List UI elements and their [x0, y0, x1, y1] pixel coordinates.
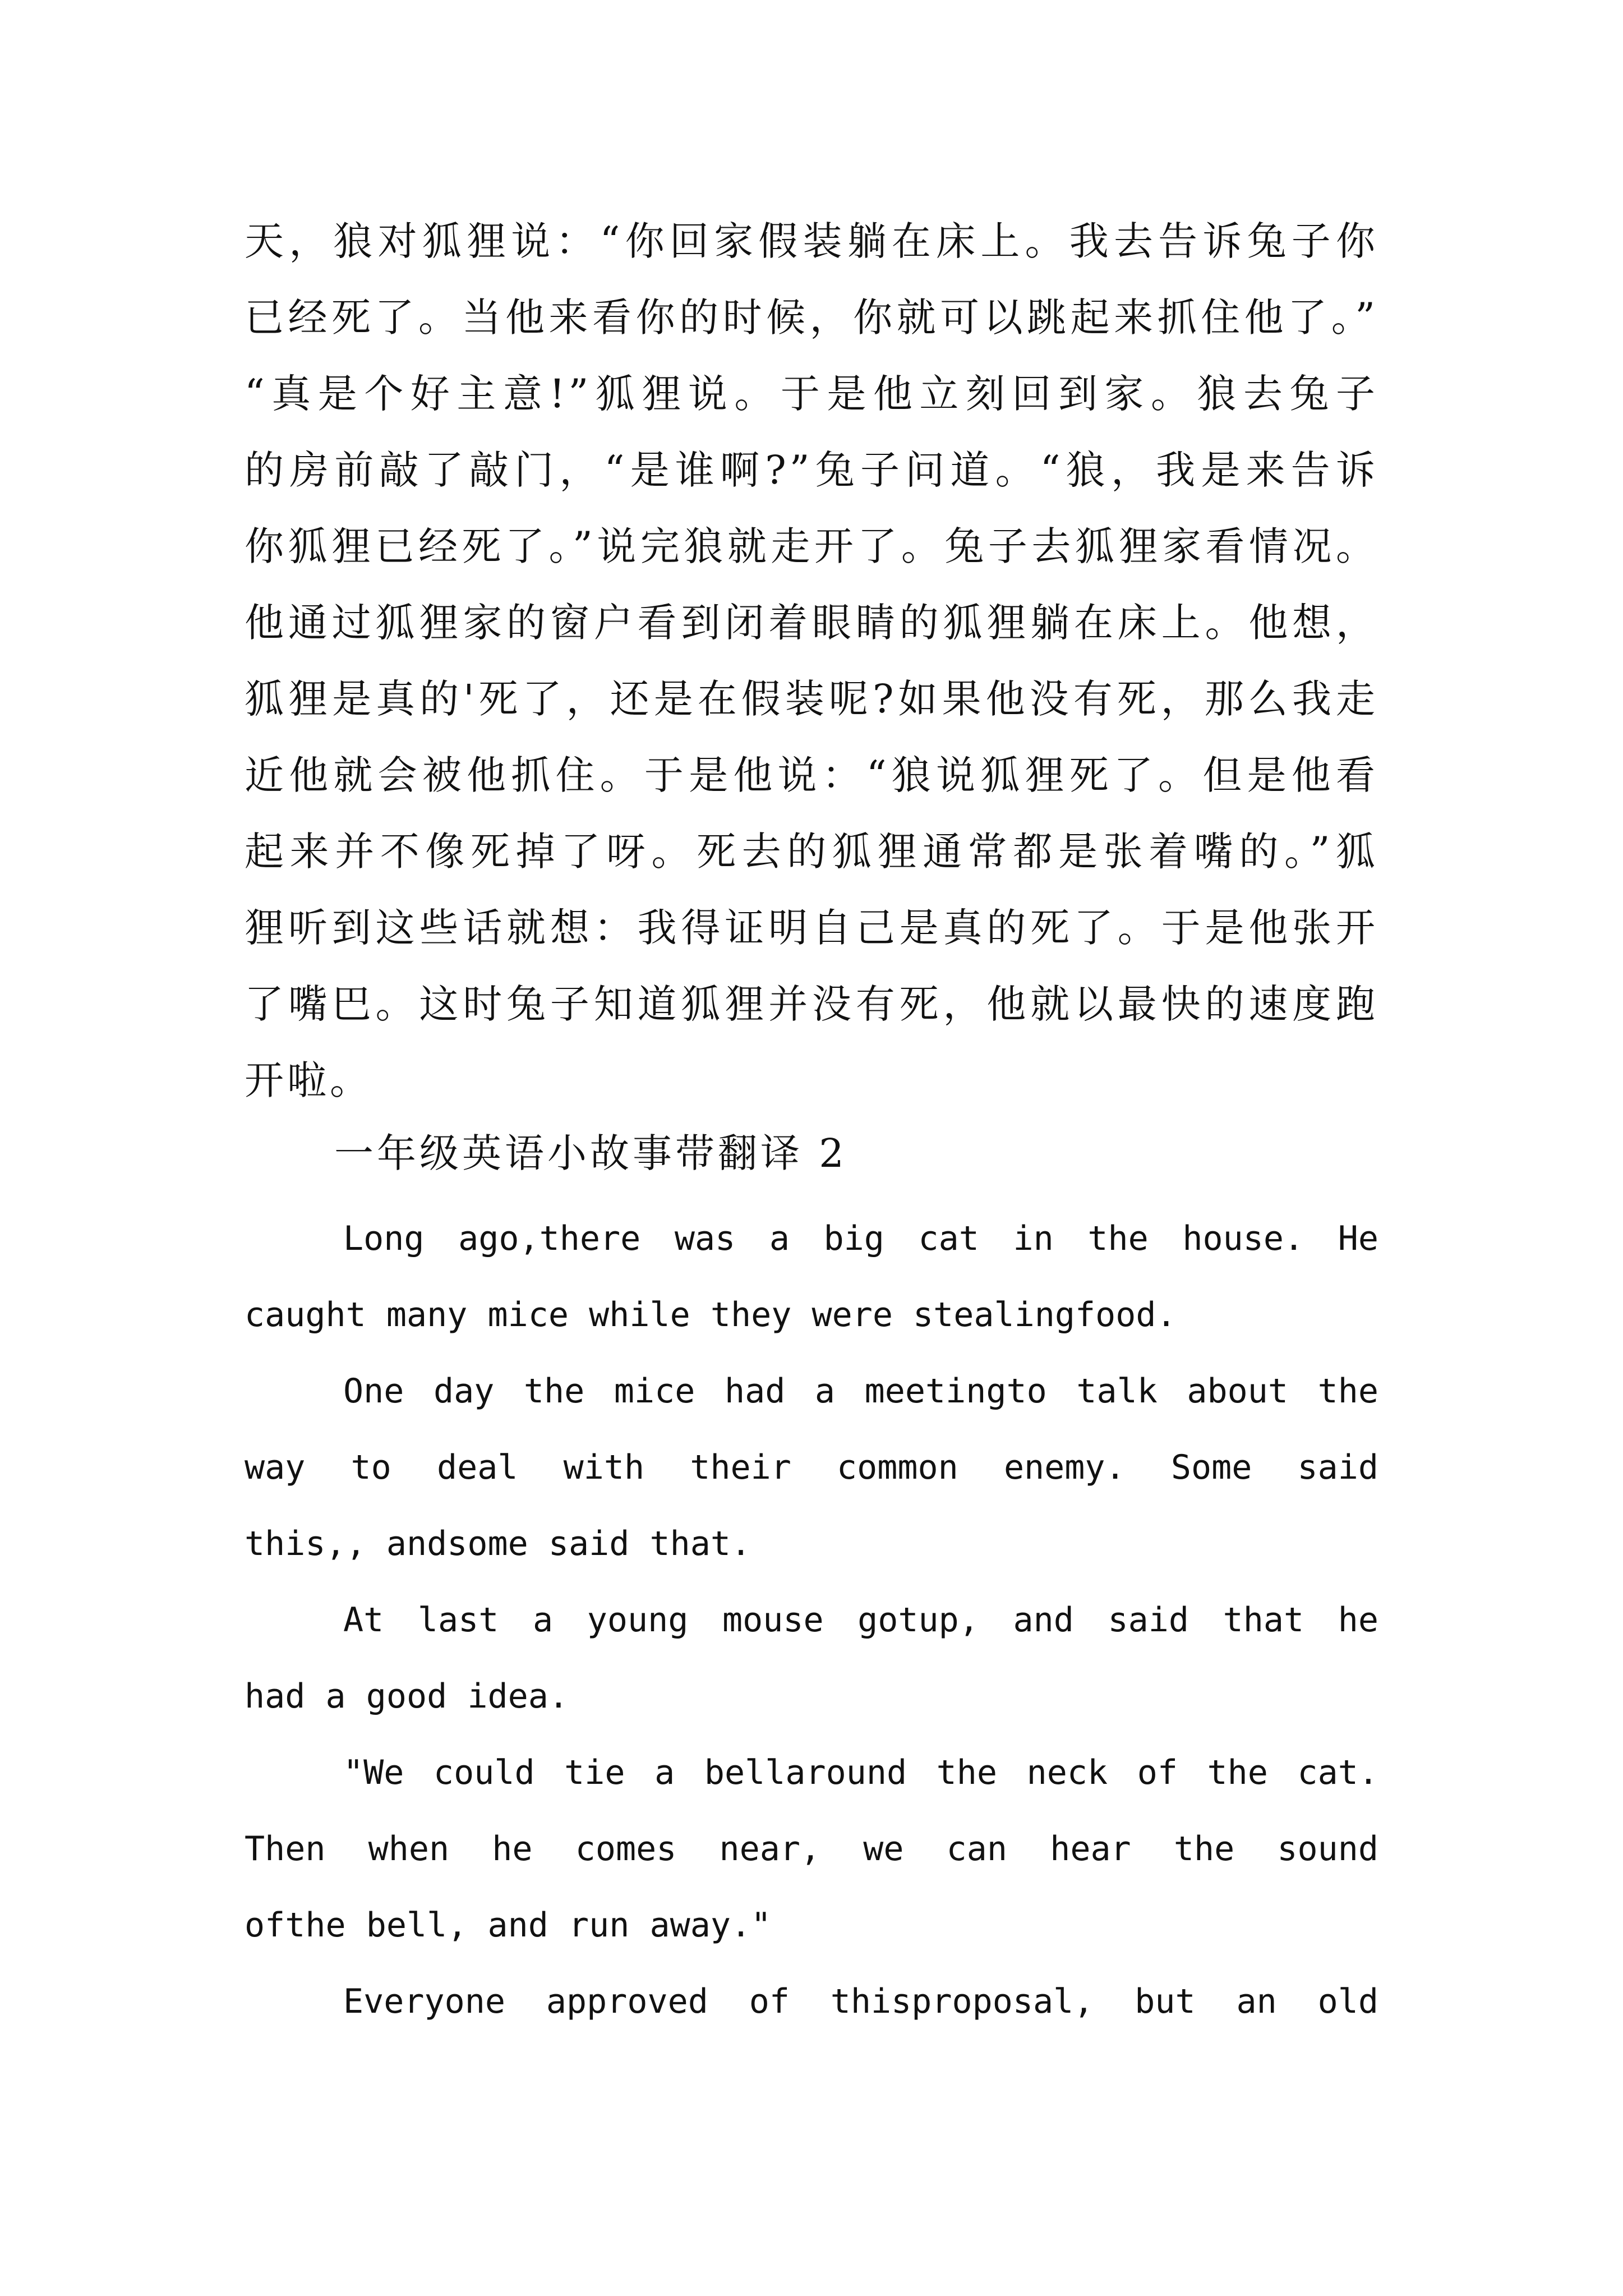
text-line: way to deal with their common enemy. Some said — [245, 1448, 1378, 1487]
text-line: "We could tie a bellaround the neck of the cat. — [343, 1753, 1378, 1792]
text-line: 近他就会被他抓住。于是他说：“狼说狐狸死了。但是他看 — [245, 752, 1378, 798]
english-paragraph-1 — [245, 1200, 1378, 1353]
english-paragraph-4 — [245, 1734, 1378, 1963]
text-line: Everyone approved of thisproposal, but an old — [343, 1982, 1378, 2021]
text-line: 起来并不像死掉了呀。死去的狐狸通常都是张着嘴的。”狐 — [245, 829, 1378, 875]
english-paragraph-5 — [245, 1963, 1378, 2040]
text-line: 的房前敲了敲门，“是谁啊?”兔子问道。“狼，我是来告诉 — [245, 447, 1378, 493]
text-line: had a good idea. — [245, 1677, 569, 1716]
text-line: Long ago,there was a big cat in the house. He — [343, 1219, 1378, 1258]
text-line: this,, andsome said that. — [245, 1524, 751, 1563]
text-line: 狸听到这些话就想：我得证明自己是真的死了。于是他张开 — [245, 905, 1378, 951]
text-line: One day the mice had a meetingto talk about the — [343, 1372, 1378, 1411]
text-line: “真是个好主意!”狐狸说。于是他立刻回到家。狼去兔子 — [245, 371, 1378, 417]
text-line: Then when he comes near, we can hear the sound — [245, 1829, 1378, 1869]
text-line: 你狐狸已经死了。”说完狼就走开了。兔子去狐狸家看情况。 — [245, 523, 1378, 569]
text-line: 他通过狐狸家的窗户看到闭着眼睛的狐狸躺在床上。他想， — [245, 600, 1378, 646]
chinese-story-text — [245, 203, 1378, 1119]
text-line: At last a young mouse gotup, and said that he — [343, 1600, 1378, 1640]
text-line: ofthe bell, and run away." — [245, 1906, 772, 1945]
text-line: 开啦。 — [245, 1057, 372, 1103]
text-line: 已经死了。当他来看你的时候，你就可以跳起来抓住他了。” — [245, 295, 1378, 341]
text-line: caught many mice while they were stealingfood. — [245, 1295, 1177, 1335]
text-line: 天，狼对狐狸说：“你回家假装躺在床上。我去告诉兔子你 — [245, 218, 1378, 264]
english-paragraph-2 — [245, 1353, 1378, 1582]
section-heading: 一年级英语小故事带翻译 2 — [334, 1130, 847, 1176]
english-paragraph-3 — [245, 1582, 1378, 1734]
text-line: 狐狸是真的'死了，还是在假装呢?如果他没有死，那么我走 — [245, 676, 1378, 722]
text-line: 了嘴巴。这时兔子知道狐狸并没有死，他就以最快的速度跑 — [245, 981, 1378, 1027]
